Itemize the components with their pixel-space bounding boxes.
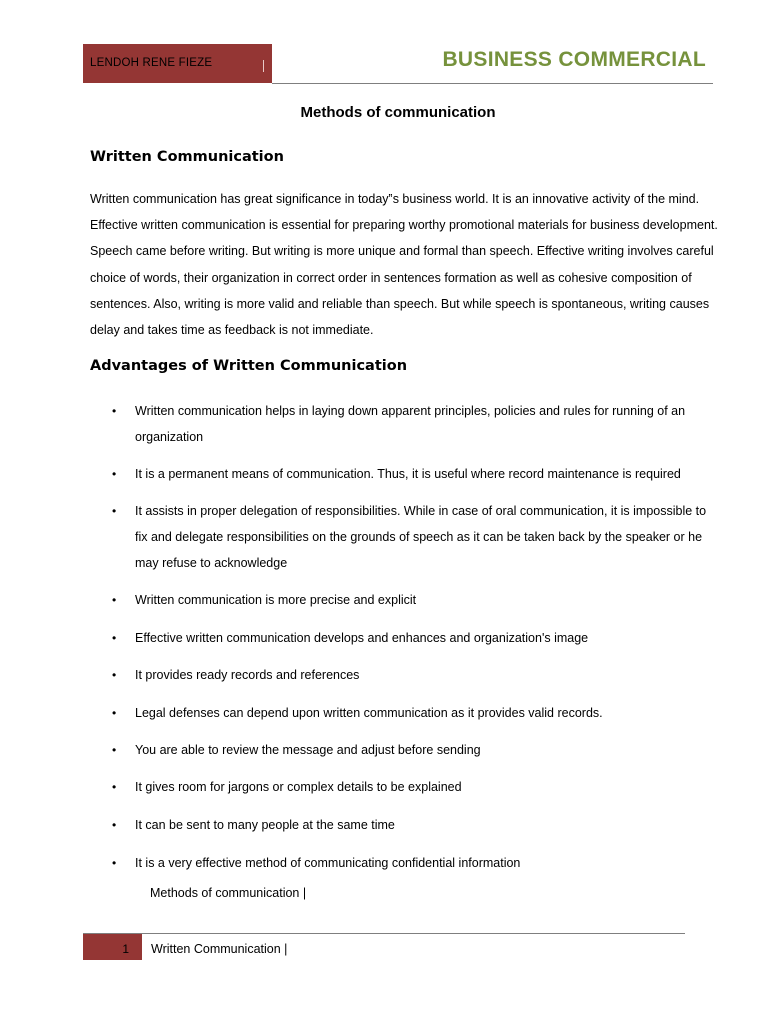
section-label: Methods of communication | bbox=[150, 886, 307, 900]
footer-text: Written Communication | bbox=[151, 942, 288, 956]
header-rule bbox=[272, 83, 713, 84]
list-item: • It gives room for jargons or complex details to be explained bbox=[135, 774, 715, 800]
list-item: • Written communication helps in laying down apparent principles, policies and rules for running of an organization bbox=[135, 398, 715, 450]
list-item: • Legal defenses can depend upon written communication as it provides valid records. bbox=[135, 700, 715, 726]
list-item: • It is a permanent means of communication. Thus, it is useful where record maintenance is required bbox=[135, 461, 715, 487]
list-item: • Effective written communication develops and enhances and organization's image bbox=[135, 625, 715, 651]
page-title: Methods of communication bbox=[300, 104, 496, 121]
list-item: • Written communication is more precise and explicit bbox=[135, 587, 715, 613]
footer-page-box bbox=[83, 934, 142, 960]
body-paragraph: Written communication has great significance in today‟s business world. It is an innovative activity of the mind. Effective written communication is essential for preparing worthy promotional materials for business development. Speech came before writing. But writing is more unique and formal than speech. Effective writing involves careful choice of words, their organization in correct order in sentences formation as well as cohesive composition of sentences. Also, writing is more valid and reliable than speech. But while speech is spontaneous, writing causes delay and takes time as feedback is not immediate. bbox=[90, 192, 718, 338]
list-item: • It provides ready records and references bbox=[135, 662, 715, 688]
page-number: 1 bbox=[122, 942, 129, 956]
header-author: LENDOH RENE FIEZE bbox=[90, 57, 213, 69]
section-heading-written: Written Communication bbox=[90, 149, 284, 165]
list-item: • It is a very effective method of communicating confidential information bbox=[135, 850, 715, 876]
header-divider-tick bbox=[263, 60, 264, 72]
header-author-box bbox=[83, 44, 274, 83]
list-item: • It assists in proper delegation of responsibilities. While in case of oral communication, it is impossible to fix and delegate responsibilities on the grounds of speech as it can be taken back by the speaker or he may refuse to acknowledge bbox=[135, 498, 715, 576]
list-item: • You are able to review the message and adjust before sending bbox=[135, 737, 715, 763]
section-heading-advantages: Advantages of Written Communication bbox=[90, 358, 408, 374]
footer-rule bbox=[83, 933, 685, 934]
list-item: • It can be sent to many people at the same time bbox=[135, 812, 715, 838]
header-title: BUSINESS COMMERCIAL bbox=[442, 48, 706, 71]
